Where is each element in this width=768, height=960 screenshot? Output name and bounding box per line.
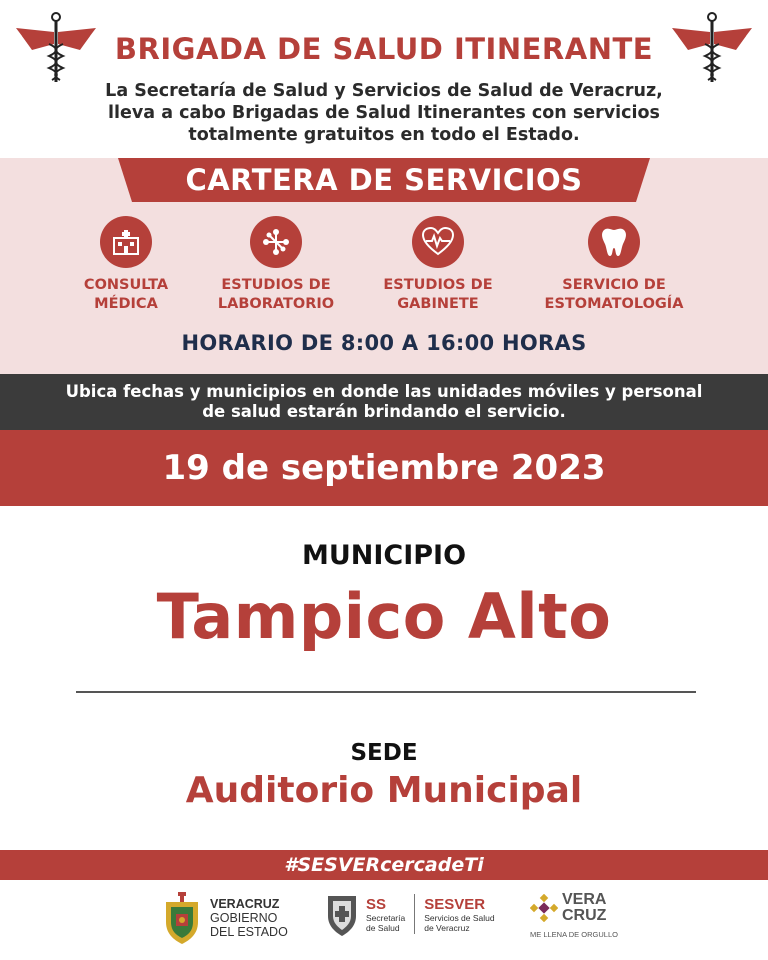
- gobierno-veracruz-logo: [162, 892, 288, 944]
- molecule-icon: [250, 216, 302, 268]
- info-line2: de salud estarán brindando el servicio.: [202, 402, 566, 421]
- veracruz-tagline: ME LLENA DE ORGULLO: [530, 930, 618, 939]
- sede-label: SEDE: [350, 740, 418, 766]
- heart-monitor-icon: [412, 216, 464, 268]
- service-label-line2: GABINETE: [397, 296, 479, 312]
- municipio-label: MUNICIPIO: [301, 540, 467, 571]
- info-strip: [0, 374, 768, 430]
- veracruz-line1: VERA: [562, 891, 607, 908]
- service-label-line2: LABORATORIO: [217, 296, 335, 312]
- service-estomatologia: [529, 216, 699, 314]
- sesver-abbr: SESVER: [424, 895, 486, 913]
- service-estudios-laboratorio: [191, 216, 361, 314]
- services-section: [0, 158, 768, 374]
- tooth-icon: [588, 216, 640, 268]
- ss-line2: de Salud: [366, 922, 400, 933]
- veracruz-line2: CRUZ: [562, 907, 607, 924]
- ss-logo: [324, 892, 495, 936]
- info-line1: Ubica fechas y municipios en donde las unidades móviles y personal: [65, 382, 703, 401]
- sede-name: Auditorio Municipal: [185, 770, 583, 811]
- service-label-line2: ESTOMATOLOGÍA: [544, 296, 684, 312]
- hashtag-banner: #SESVERcercadeTi: [0, 850, 768, 880]
- footer-logos: [0, 880, 768, 960]
- date-banner: 19 de septiembre 2023: [0, 430, 768, 506]
- gobierno-line2: GOBIERNO: [210, 911, 278, 925]
- veracruz-orgullo-logo: [530, 892, 618, 942]
- services-banner: [118, 158, 650, 202]
- service-label-line2: MÉDICA: [94, 296, 158, 312]
- ss-abbr: SS: [366, 895, 387, 913]
- main-title: BRIGADA DE SALUD ITINERANTE: [114, 32, 654, 66]
- municipio-name: Tampico Alto: [156, 580, 612, 653]
- service-label-line1: SERVICIO DE: [562, 277, 666, 293]
- state-shield-icon: [162, 892, 202, 944]
- sesver-line2: de Veracruz: [424, 922, 470, 933]
- divider: [76, 691, 696, 693]
- pattern-logo-icon: [530, 894, 558, 922]
- gobierno-line3: DEL ESTADO: [210, 925, 288, 939]
- intro-text: La Secretaría de Salud y Servicios de Salud de Veracruz, lleva a cabo Brigadas de Salud Itinerantes con servicios totalmente gratuitos en todo el Estado.: [105, 81, 663, 145]
- service-label-line1: ESTUDIOS DE: [383, 277, 493, 293]
- service-consulta-medica: [41, 216, 211, 314]
- hours-text: HORARIO DE 8:00 A 16:00 HORAS: [181, 331, 587, 355]
- gobierno-line1: VERACRUZ: [210, 897, 280, 911]
- sesver-line1: Servicios de Salud: [424, 912, 495, 923]
- service-label-line1: ESTUDIOS DE: [221, 277, 331, 293]
- service-label-line1: CONSULTA: [83, 277, 169, 293]
- service-estudios-gabinete: [353, 216, 523, 314]
- clinic-icon: [100, 216, 152, 268]
- ss-line1: Secretaría: [366, 912, 406, 923]
- logo-separator: [414, 894, 415, 934]
- header: [0, 0, 768, 158]
- shield-emblem-icon: [324, 892, 360, 936]
- services-banner-title: CARTERA DE SERVICIOS: [185, 163, 583, 197]
